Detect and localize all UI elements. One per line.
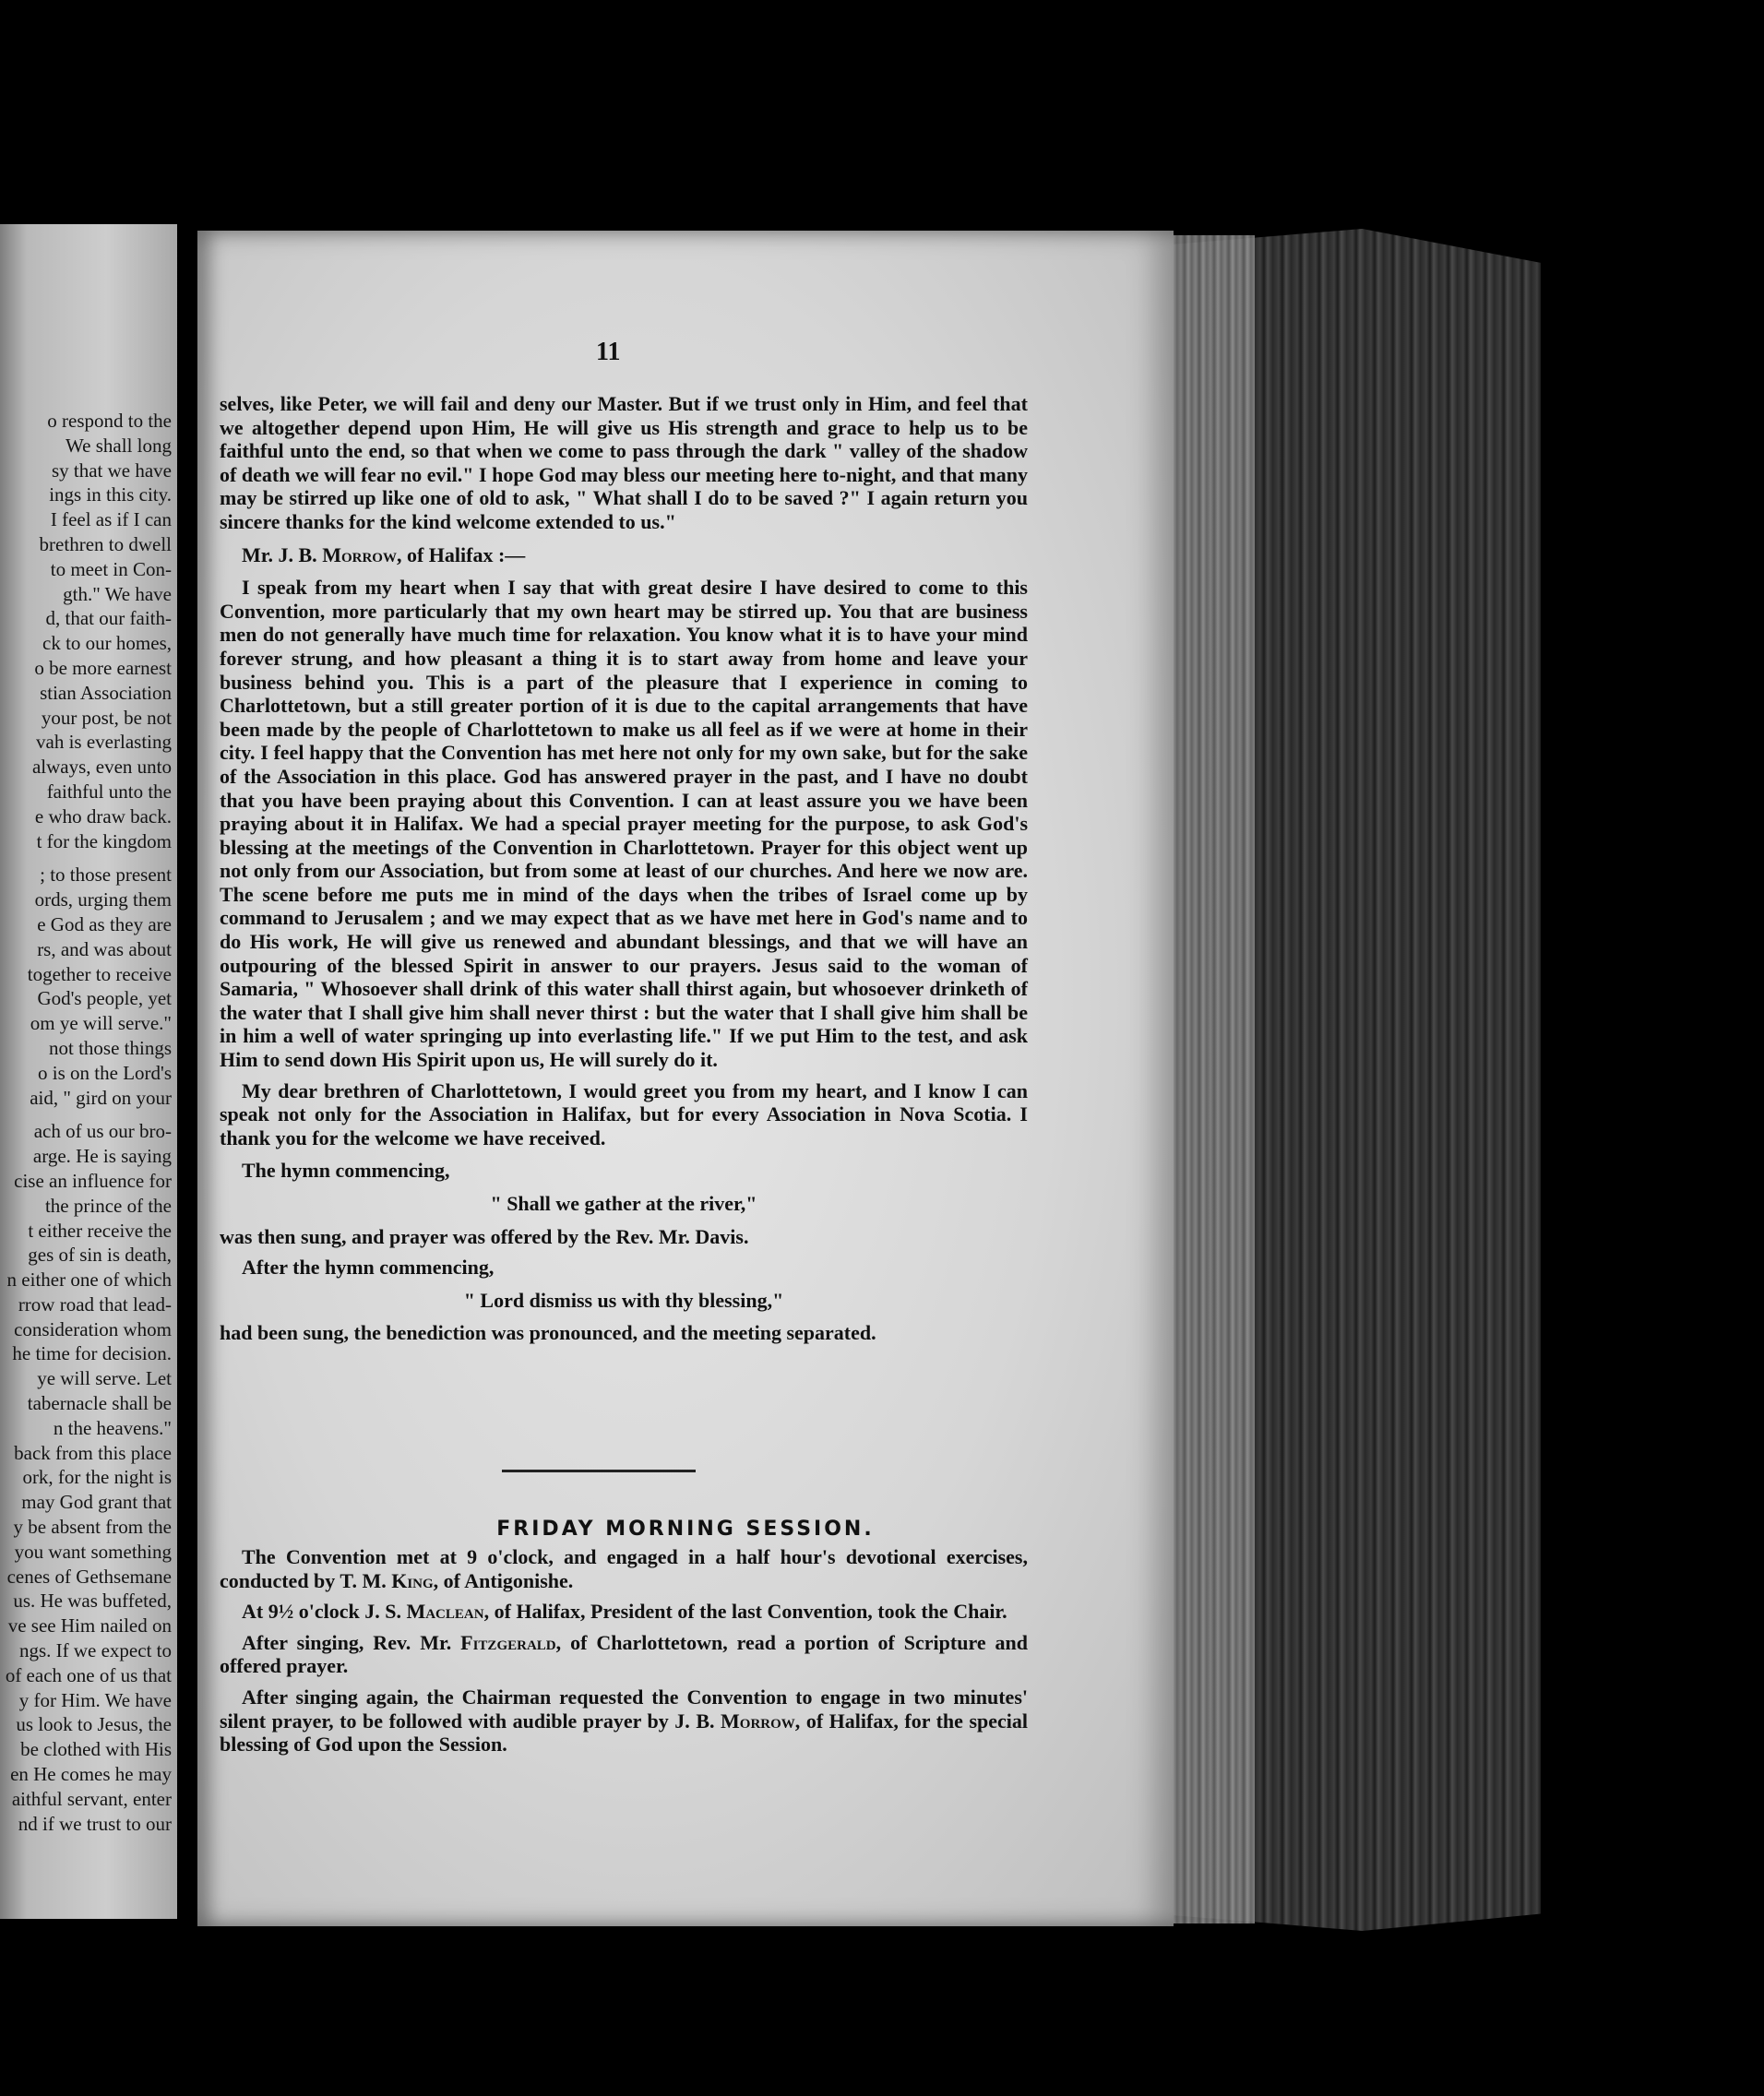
page-text-bottom <box>220 1545 1028 1764</box>
left-page-line: cenes of Gethsemane <box>6 1565 172 1588</box>
left-page-line: ach of us our bro- <box>33 1120 172 1143</box>
left-page-line: your post, be not <box>41 706 172 729</box>
left-page-line: stian Association <box>40 681 172 704</box>
left-page-line: arge. He is saying <box>32 1145 172 1168</box>
left-page-line: t either receive the <box>28 1219 172 1242</box>
left-page-line: consideration whom <box>14 1317 172 1340</box>
left-page-line: e who draw back. <box>34 804 172 828</box>
left-page-line: sy that we have <box>51 458 172 482</box>
left-page-line: ye will serve. Let <box>37 1367 172 1390</box>
left-page-line: ; to those present <box>40 863 172 887</box>
left-page-line: to meet in Con- <box>50 557 172 580</box>
left-page-line: aithful servant, enter <box>11 1787 172 1810</box>
left-page-line: not those things <box>48 1036 172 1059</box>
hymn-intro-1: The hymn commencing, <box>242 1159 450 1183</box>
hymn-title-1: " Shall we gather at the river," <box>490 1192 757 1215</box>
book-gutter <box>177 224 197 1919</box>
page-text-top <box>220 392 1028 1352</box>
left-page-line: be clothed with His <box>20 1738 172 1761</box>
left-page-text <box>0 409 172 1836</box>
left-page-line: together to receive <box>27 962 172 985</box>
left-page-line: y for Him. We have <box>18 1688 172 1711</box>
left-page-line: ve see Him nailed on <box>7 1614 172 1638</box>
left-page-line: nd if we trust to our <box>18 1812 172 1835</box>
opening-paragraph: selves, like Peter, we will fail and deny our Master. But if we trust only in Him, and feel that we altogether depend upon Him, He will give us His strength and grace to help us to be faithful unto the end, so that when we come to pass through the dark " valley of the shadow of death we will fear no evil." I hope God may bless our meeting here to-night, and that many may be stirred up like one of old to ask, " What shall I do to be saved ?" I again return you sincere thanks for the kind welcome extended to us." <box>220 392 1028 533</box>
session-paragraph-4: After singing again, the Chairman requested the Convention to engage in two minutes' silent prayer, to be followed with audible prayer by J. B. Morrow, of Halifax, for the special blessing of God upon the Session. <box>220 1685 1029 1757</box>
left-page-line: back from this place <box>14 1441 172 1464</box>
section-heading: FRIDAY MORNING SESSION. <box>496 1518 875 1541</box>
hymn-title-2: " Lord dismiss us with thy blessing," <box>463 1288 784 1312</box>
left-page-line <box>0 1110 172 1119</box>
speech-paragraph-1: I speak from my heart when I say that with great desire I have desired to come to this Convention, more particularly that my own heart may be stirred up. You that are business men do not generally have much time for relaxation. You know what it is to have your mind forever strung, and how pleasant a thing it is to start away from home and leave your business behind you. This is a part of the pleasure that I experience in coming to Charlottetown, but a still greater portion of it is due to the capital arrangements that have been made by the people of Charlottetown to make us all feel as if we were at home in their city. I feel happy that the Convention has met here not only for my own sake, but for the sake of the Association in this place. God has answered prayer in the past, and I have no doubt that you have been praying about this Convention. I can at least assure you we have been praying about it in Halifax. We had a special prayer meeting for the purpose, to ask God's blessing at the meetings of the Convention in Charlottetown. Prayer for this object went up not only from our Association, but from some at least of our churches. And here we now are. The scene before me puts me in mind of the days when the tribes of Israel come up by command to Jerusalem ; and we may expect that as we have met here in God's name and to do His work, He will give us renewed and abundant blessings, and that we will have an outpouring of the blessed Spirit in answer to our prayers. Jesus said to the woman of Samaria, " Whosoever shall drink of this water shall thirst again, but whosoever drinketh of the water that I shall give him shall never thirst : but the water that I shall give him shall be in him a well of water springing up into everlasting life." If we put Him to the test, and ask Him to send down His Spirit upon us, He will surely do it. <box>220 576 1028 1072</box>
left-page-line: rs, and was about <box>37 937 172 960</box>
session-paragraph-3: After singing, Rev. Mr. Fitzgerald, of Charlottetown, read a portion of Scripture and offered prayer. <box>220 1630 1028 1678</box>
speaker-line: Mr. J. B. Morrow, of Halifax :— <box>242 542 526 566</box>
left-page-line: gth." We have <box>63 582 172 605</box>
hymn-intro-2: After the hymn commencing, <box>242 1256 495 1280</box>
left-page-line: o is on the Lord's <box>38 1061 172 1084</box>
session-paragraph-1: The Convention met at 9 o'clock, and engaged in a half hour's devotional exercises, conducted by T. M. King, of Antigonishe. <box>220 1545 1028 1592</box>
left-page-line: e God as they are <box>37 912 172 935</box>
left-page-line: t for the kingdom <box>36 829 172 852</box>
left-page-line: us. He was buffeted, <box>13 1590 172 1613</box>
left-page-line: rrow road that lead- <box>18 1292 172 1316</box>
left-page-line: us look to Jesus, the <box>16 1713 172 1736</box>
left-page-line: We shall long <box>66 434 172 457</box>
left-page-line: vah is everlasting <box>36 731 172 754</box>
left-page-line: cise an influence for <box>14 1169 172 1192</box>
left-page-line: en He comes he may <box>10 1763 172 1786</box>
section-divider <box>502 1470 696 1472</box>
left-page-line: I feel as if I can <box>50 508 172 531</box>
left-page-line: ck to our homes, <box>42 632 172 655</box>
left-page-line: God's people, yet <box>37 987 172 1010</box>
left-page-line: always, even unto <box>31 756 172 779</box>
left-page-line: the prince of the <box>44 1194 172 1217</box>
speech-paragraph-2: My dear brethren of Charlottetown, I would greet you from my heart, and I know I can speak not only for the Association in Halifax, but for every Association in Nova Scotia. I thank you for the welcome we have received. <box>220 1078 1028 1149</box>
session-paragraph-2: At 9½ o'clock J. S. Maclean, of Halifax, President of the last Convention, took the Chair. <box>242 1600 1007 1624</box>
left-page-line: om ye will serve." <box>30 1012 172 1035</box>
page-number: 11 <box>596 338 621 366</box>
left-page-line: ngs. If we expect to <box>18 1639 172 1662</box>
left-page-line: brethren to dwell <box>39 532 172 555</box>
left-page-line: ges of sin is death, <box>28 1244 172 1267</box>
left-page-line: o be more earnest <box>34 656 172 679</box>
hymn-after-2: had been sung, the benediction was pronounced, and the meeting separated. <box>220 1321 876 1345</box>
left-page-line: y be absent from the <box>13 1516 172 1539</box>
left-page-line: aid, " gird on your <box>30 1086 172 1109</box>
left-page-line: you want something <box>14 1540 172 1563</box>
left-page-line: n the heavens." <box>53 1416 172 1439</box>
left-page-fragment <box>0 224 177 1919</box>
left-page-line: ork, for the night is <box>22 1466 172 1489</box>
left-page-line: he time for decision. <box>12 1342 172 1365</box>
left-page-line: n either one of which <box>6 1268 172 1292</box>
hymn-after-1: was then sung, and prayer was offered by the Rev. Mr. Davis. <box>220 1224 749 1248</box>
left-page-line: may God grant that <box>21 1491 172 1514</box>
left-page-line <box>0 853 172 863</box>
left-page-line: ords, urging them <box>34 888 172 911</box>
left-page-line: ings in this city. <box>49 483 172 506</box>
left-page-line: d, that our faith- <box>45 607 172 630</box>
left-page-line: tabernacle shall be <box>27 1392 172 1415</box>
right-page <box>197 231 1174 1926</box>
left-page-line: faithful unto the <box>46 780 172 803</box>
book-page-edges-near <box>1162 235 1255 1923</box>
left-page-line: o respond to the <box>47 410 172 432</box>
left-page-line: of each one of us that <box>5 1663 172 1686</box>
